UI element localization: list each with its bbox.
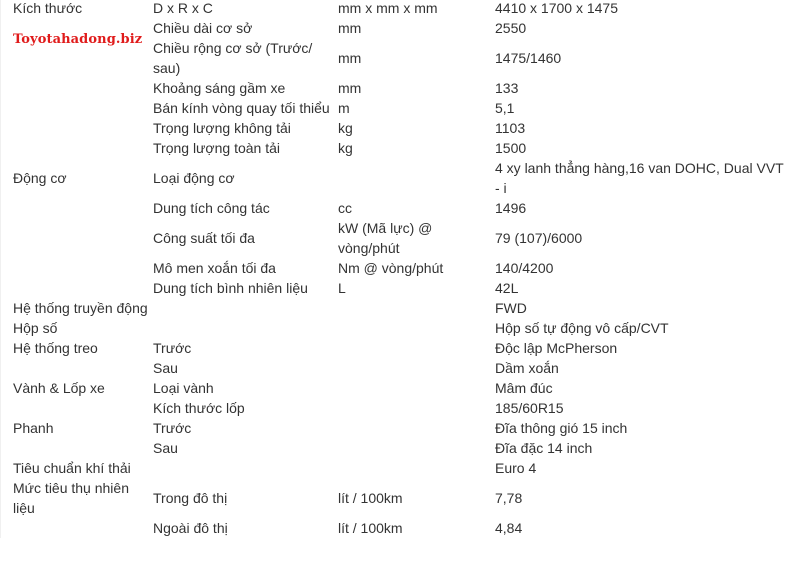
spec-category: Hệ thống truyền động: [13, 300, 148, 316]
spec-item: D x R x C: [153, 0, 213, 16]
spec-item: Dung tích công tác: [153, 200, 270, 216]
spec-item: Trước: [153, 340, 192, 356]
spec-unit: cc: [338, 200, 352, 216]
spec-unit: mm x mm x mm: [338, 0, 438, 16]
spec-unit: mm: [338, 50, 362, 66]
spec-item: Trọng lượng không tải: [153, 120, 291, 136]
spec-item: Loại động cơ: [153, 170, 235, 186]
spec-unit: kg: [338, 140, 353, 156]
spec-item: Loại vành: [153, 380, 214, 396]
watermark-text: Toyotahadong.biz: [13, 32, 143, 47]
spec-item: Trọng lượng toàn tải: [153, 140, 280, 156]
spec-unit: L: [338, 280, 346, 296]
spec-category: Tiêu chuẩn khí thải: [13, 460, 131, 476]
spec-value: 1475/1460: [495, 50, 562, 66]
spec-unit: kW (Mã lực) @ vòng/phút: [338, 220, 433, 256]
spec-value: 4410 x 1700 x 1475: [495, 0, 618, 16]
spec-item: Bán kính vòng quay tối thiểu: [153, 100, 330, 116]
spec-value: Đĩa thông gió 15 inch: [495, 420, 628, 436]
spec-category: Kích thước: [13, 0, 83, 16]
spec-value: 5,1: [495, 100, 515, 116]
spec-unit: Nm @ vòng/phút: [338, 260, 444, 276]
spec-value: FWD: [495, 300, 527, 316]
spec-item: Sau: [153, 360, 178, 376]
spec-category: Hệ thống treo: [13, 340, 98, 356]
spec-unit: mm: [338, 20, 362, 36]
spec-value: 1496: [495, 200, 527, 216]
spec-value: 4 xy lanh thẳng hàng,16 van DOHC, Dual VVT - i: [495, 160, 784, 196]
spec-value: Euro 4: [495, 460, 537, 476]
spec-item: Mô men xoắn tối đa: [153, 260, 276, 276]
spec-value: 1500: [495, 140, 527, 156]
spec-category: Hộp số: [13, 320, 58, 336]
spec-value: Hộp số tự động vô cấp/CVT: [495, 320, 669, 336]
spec-unit: lít / 100km: [338, 520, 403, 536]
spec-category: Mức tiêu thụ nhiên liệu: [13, 480, 129, 516]
spec-category: Phanh: [13, 420, 54, 436]
spec-value: 140/4200: [495, 260, 554, 276]
spec-unit: lít / 100km: [338, 490, 403, 506]
spec-value: 7,78: [495, 490, 523, 506]
spec-category: Vành & Lốp xe: [13, 380, 105, 396]
spec-item: Công suất tối đa: [153, 230, 255, 246]
spec-value: 133: [495, 80, 519, 96]
spec-item: Khoảng sáng gầm xe: [153, 80, 286, 96]
spec-unit: m: [338, 100, 350, 116]
spec-value: 4,84: [495, 520, 523, 536]
spec-item: Kích thước lốp: [153, 400, 245, 416]
spec-value: 2550: [495, 20, 527, 36]
spec-item: Trong đô thị: [153, 490, 228, 506]
spec-unit: kg: [338, 120, 353, 136]
spec-item: Trước: [153, 420, 192, 436]
spec-value: Mâm đúc: [495, 380, 553, 396]
spec-value: Đĩa đặc 14 inch: [495, 440, 593, 456]
spec-unit: mm: [338, 80, 362, 96]
spec-value: Dầm xoắn: [495, 360, 559, 376]
spec-category: Động cơ: [13, 170, 67, 186]
spec-item: Dung tích bình nhiên liệu: [153, 280, 308, 296]
spec-value: 1103: [495, 120, 526, 136]
spec-value: 79 (107)/6000: [495, 230, 583, 246]
spec-value: 42L: [495, 280, 519, 296]
spec-item: Chiều dài cơ sở: [153, 20, 253, 36]
spec-item: Sau: [153, 440, 178, 456]
spec-item: Chiều rộng cơ sở (Trước/ sau): [153, 40, 313, 76]
spec-item: Ngoài đô thị: [153, 520, 228, 536]
spec-value: Độc lập McPherson: [495, 340, 618, 356]
spec-value: 185/60R15: [495, 400, 564, 416]
